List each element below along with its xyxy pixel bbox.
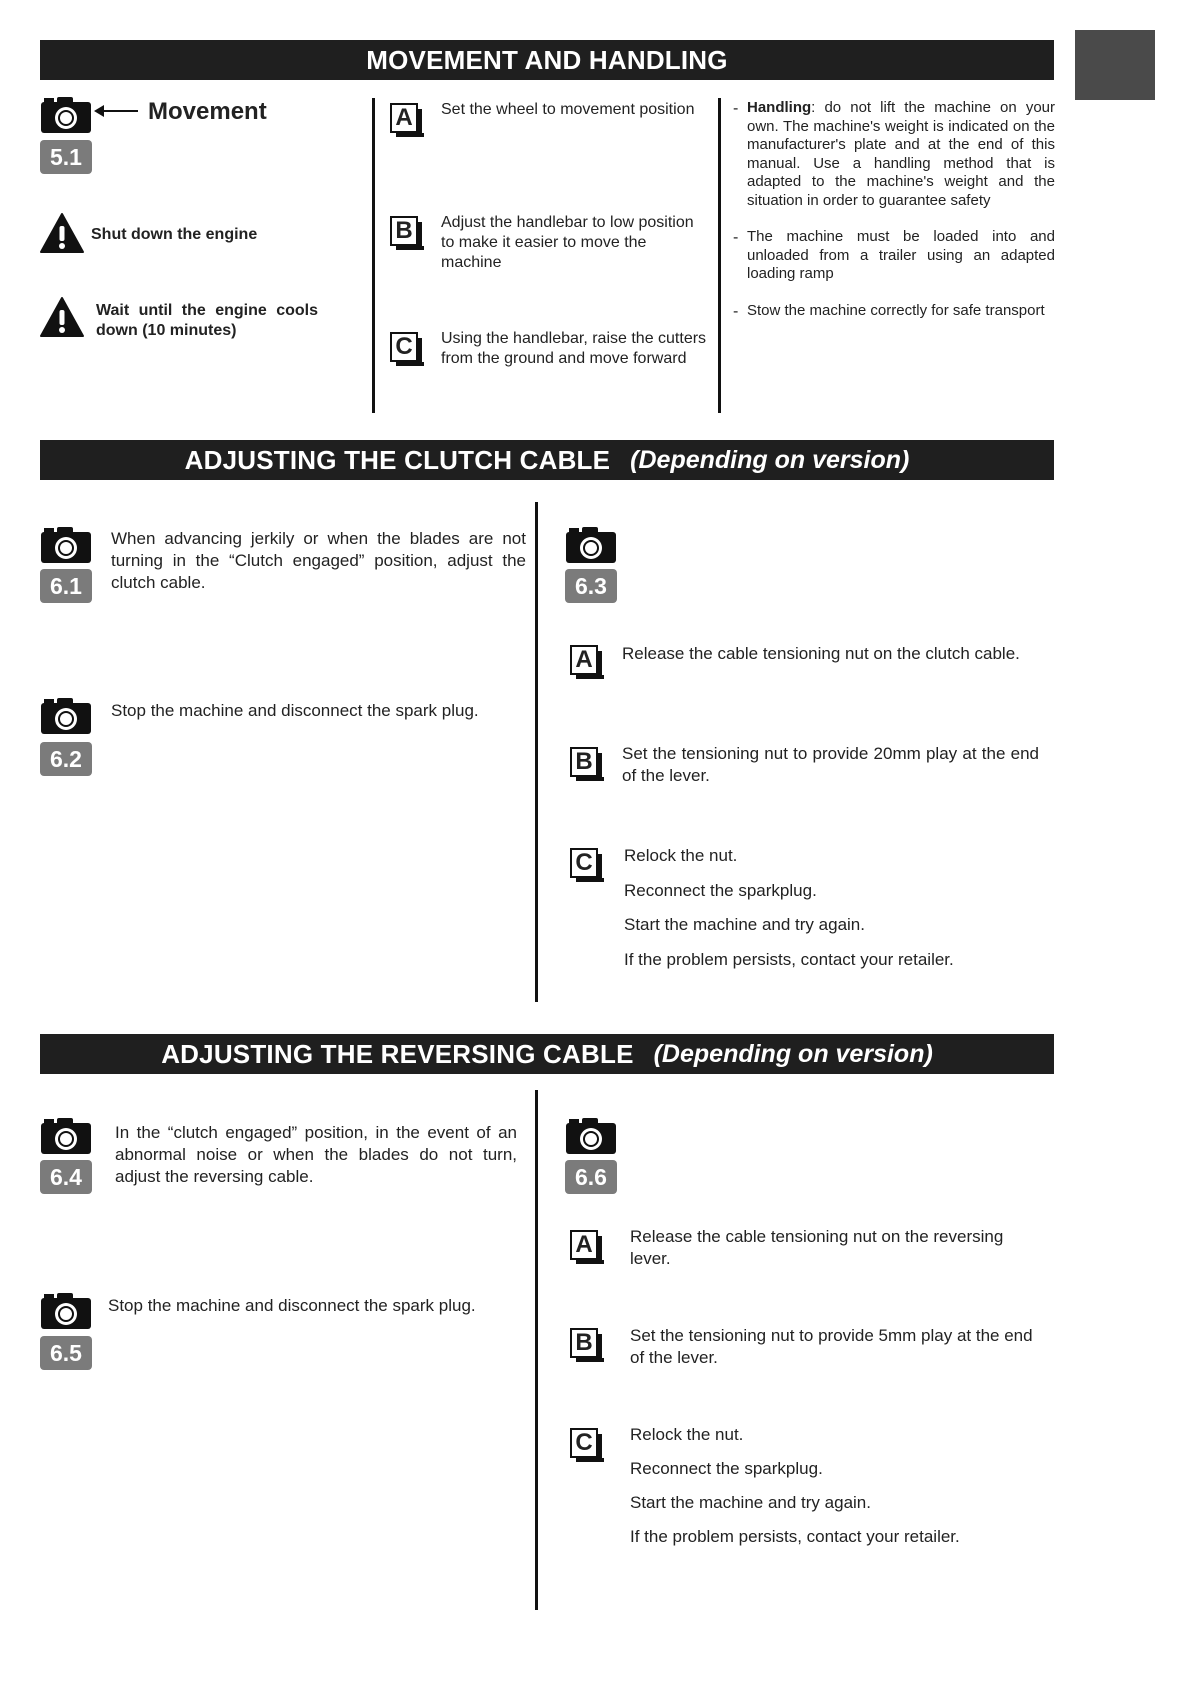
photo-number-badge: 6.2	[40, 742, 92, 776]
step-letter-a: A	[570, 1230, 598, 1260]
note-lead: Handling	[747, 99, 812, 116]
note-text: Stow the machine correctly for safe transport	[747, 302, 1045, 319]
camera-icon	[40, 697, 92, 735]
section-header-movement	[40, 40, 1054, 80]
camera-icon	[40, 1117, 92, 1155]
section-title: ADJUSTING THE CLUTCH CABLE	[184, 444, 611, 475]
paragraph-text: Stop the machine and disconnect the spark plug.	[111, 701, 479, 720]
section-title: ADJUSTING THE REVERSING CABLE	[161, 1038, 634, 1069]
step-letter-c: C	[390, 332, 418, 362]
warning-icon	[39, 212, 85, 254]
step-text: Set the tensioning nut to provide 5mm play at the end of the lever.	[630, 1326, 1033, 1367]
column-divider	[535, 1090, 538, 1610]
page-tab-marker	[1075, 30, 1155, 100]
step-text: Set the wheel to movement position	[441, 101, 695, 118]
step-letter-c: C	[570, 848, 598, 878]
step-letter-b: B	[570, 1328, 598, 1358]
step-letter-c: C	[570, 1428, 598, 1458]
photo-number-badge: 6.1	[40, 569, 92, 603]
paragraph-text: When advancing jerkily or when the blades are not turning in the “Clutch engaged” position, adjust the clutch cable.	[111, 529, 526, 592]
step-text: Relock the nut.	[630, 1425, 744, 1444]
section-subtitle: (Depending on version)	[653, 1039, 933, 1068]
step-letter-a: A	[390, 103, 418, 133]
step-text: Relock the nut.	[624, 846, 738, 865]
note-dash: -	[733, 229, 739, 246]
camera-icon	[40, 96, 92, 134]
column-divider	[372, 98, 375, 413]
step-text: Set the tensioning nut to provide 20mm play at the end of the lever.	[622, 744, 1039, 785]
note-dash: -	[733, 100, 739, 117]
step-text: Reconnect the sparkplug.	[624, 881, 817, 900]
note-text: The machine must be loaded into and unloaded from a trailer using an adapted loading ramp	[747, 228, 1055, 282]
section-subtitle: (Depending on version)	[630, 445, 910, 474]
paragraph-text: Stop the machine and disconnect the spark plug.	[108, 1296, 476, 1315]
note-handling	[747, 99, 1055, 210]
section-title: MOVEMENT AND HANDLING	[366, 44, 728, 75]
paragraph-text: In the “clutch engaged” position, in the event of an abnormal noise or when the blades do not turn, adjust the reversing cable.	[115, 1123, 517, 1186]
step-text: Using the handlebar, raise the cutters from the ground and move forward	[441, 330, 707, 367]
step-text: Adjust the handlebar to low position to make it easier to move the machine	[441, 214, 694, 271]
step-text: Reconnect the sparkplug.	[630, 1459, 823, 1478]
camera-icon	[40, 1292, 92, 1330]
step-letter-a: A	[570, 645, 598, 675]
step-text: Start the machine and try again.	[624, 915, 865, 934]
warning-text: Wait until the engine cools down (10 minutes)	[96, 302, 318, 339]
step-text: Release the cable tensioning nut on the clutch cable.	[622, 644, 1020, 663]
photo-number-badge: 6.5	[40, 1336, 92, 1370]
step-letter-b: B	[390, 216, 418, 246]
photo-number-badge: 6.4	[40, 1160, 92, 1194]
warning-icon	[39, 296, 85, 338]
step-letter-b: B	[570, 747, 598, 777]
photo-number-badge: 6.6	[565, 1160, 617, 1194]
column-divider	[718, 98, 721, 413]
photo-label: Movement	[148, 98, 267, 125]
section-header-clutch	[40, 440, 1054, 480]
photo-number-badge: 6.3	[565, 569, 617, 603]
column-divider	[535, 502, 538, 1002]
warning-text: Shut down the engine	[91, 226, 258, 243]
camera-icon	[40, 526, 92, 564]
step-text: Release the cable tensioning nut on the reversing lever.	[630, 1227, 1004, 1268]
note-dash: -	[733, 303, 739, 320]
step-text: If the problem persists, contact your retailer.	[630, 1527, 960, 1546]
step-text: Start the machine and try again.	[630, 1493, 871, 1512]
arrow-left-icon	[94, 104, 138, 118]
camera-icon	[565, 1117, 617, 1155]
step-text: If the problem persists, contact your retailer.	[624, 950, 954, 969]
section-header-reversing	[40, 1034, 1054, 1074]
photo-number-badge: 5.1	[40, 140, 92, 174]
camera-icon	[565, 526, 617, 564]
note-text: : do not lift the machine on your own. The machine's weight is indicated on the manufacturer's plate and at the end of this manual. Use a handling method that is adapted to the machine's weight and the situation in order to guarantee safety	[747, 99, 1055, 209]
